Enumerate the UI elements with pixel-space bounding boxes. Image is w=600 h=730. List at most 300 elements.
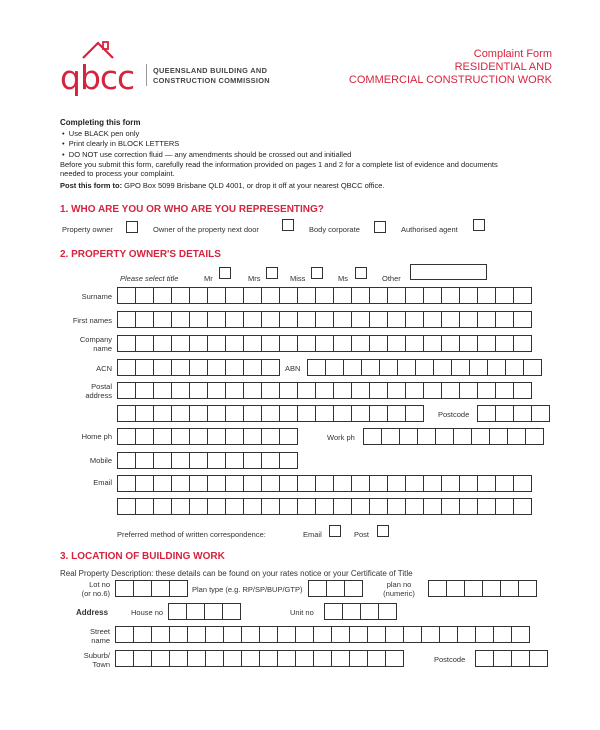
character-box[interactable] bbox=[387, 382, 406, 399]
title-mrs-checkbox[interactable] bbox=[266, 267, 278, 279]
character-box[interactable] bbox=[243, 405, 262, 422]
character-box[interactable] bbox=[344, 580, 363, 597]
character-box[interactable] bbox=[403, 626, 422, 643]
character-box[interactable] bbox=[261, 382, 280, 399]
character-box[interactable] bbox=[417, 428, 436, 445]
character-box[interactable] bbox=[495, 382, 514, 399]
character-box[interactable] bbox=[331, 626, 350, 643]
character-box[interactable] bbox=[205, 626, 224, 643]
character-box[interactable] bbox=[169, 626, 188, 643]
character-box[interactable] bbox=[279, 452, 298, 469]
character-box[interactable] bbox=[421, 626, 440, 643]
character-box[interactable] bbox=[363, 428, 382, 445]
character-box[interactable] bbox=[459, 475, 478, 492]
character-box[interactable] bbox=[225, 405, 244, 422]
character-box[interactable] bbox=[261, 359, 280, 376]
email-line2-input[interactable] bbox=[117, 498, 531, 515]
character-box[interactable] bbox=[261, 287, 280, 304]
character-box[interactable] bbox=[135, 382, 154, 399]
character-box[interactable] bbox=[333, 498, 352, 515]
character-box[interactable] bbox=[171, 452, 190, 469]
character-box[interactable] bbox=[297, 475, 316, 492]
character-box[interactable] bbox=[133, 626, 152, 643]
character-box[interactable] bbox=[117, 428, 136, 445]
character-box[interactable] bbox=[223, 650, 242, 667]
postal-address-line2-input[interactable] bbox=[117, 405, 423, 422]
character-box[interactable] bbox=[441, 311, 460, 328]
postal-address-line1-input[interactable] bbox=[117, 382, 531, 399]
character-box[interactable] bbox=[207, 405, 226, 422]
character-box[interactable] bbox=[295, 650, 314, 667]
character-box[interactable] bbox=[207, 335, 226, 352]
character-box[interactable] bbox=[342, 603, 361, 620]
character-box[interactable] bbox=[367, 626, 386, 643]
character-box[interactable] bbox=[387, 498, 406, 515]
character-box[interactable] bbox=[313, 626, 332, 643]
character-box[interactable] bbox=[135, 359, 154, 376]
character-box[interactable] bbox=[115, 580, 134, 597]
character-box[interactable] bbox=[405, 475, 424, 492]
character-box[interactable] bbox=[171, 287, 190, 304]
character-box[interactable] bbox=[525, 428, 544, 445]
character-box[interactable] bbox=[405, 405, 424, 422]
character-box[interactable] bbox=[315, 382, 334, 399]
character-box[interactable] bbox=[513, 475, 532, 492]
character-box[interactable] bbox=[117, 382, 136, 399]
character-box[interactable] bbox=[405, 311, 424, 328]
character-box[interactable] bbox=[369, 335, 388, 352]
character-box[interactable] bbox=[135, 405, 154, 422]
character-box[interactable] bbox=[261, 475, 280, 492]
character-box[interactable] bbox=[169, 650, 188, 667]
character-box[interactable] bbox=[153, 498, 172, 515]
character-box[interactable] bbox=[333, 335, 352, 352]
character-box[interactable] bbox=[243, 452, 262, 469]
character-box[interactable] bbox=[223, 626, 242, 643]
character-box[interactable] bbox=[477, 287, 496, 304]
character-box[interactable] bbox=[207, 428, 226, 445]
character-box[interactable] bbox=[117, 405, 136, 422]
next-door-owner-checkbox[interactable] bbox=[282, 219, 294, 231]
property-owner-checkbox[interactable] bbox=[126, 221, 138, 233]
character-box[interactable] bbox=[135, 452, 154, 469]
house-no-input[interactable] bbox=[168, 603, 240, 620]
character-box[interactable] bbox=[351, 311, 370, 328]
character-box[interactable] bbox=[243, 287, 262, 304]
character-box[interactable] bbox=[187, 626, 206, 643]
character-box[interactable] bbox=[277, 626, 296, 643]
character-box[interactable] bbox=[243, 498, 262, 515]
character-box[interactable] bbox=[439, 626, 458, 643]
character-box[interactable] bbox=[207, 359, 226, 376]
character-box[interactable] bbox=[153, 475, 172, 492]
character-box[interactable] bbox=[222, 603, 241, 620]
character-box[interactable] bbox=[189, 405, 208, 422]
character-box[interactable] bbox=[349, 626, 368, 643]
character-box[interactable] bbox=[378, 603, 397, 620]
character-box[interactable] bbox=[423, 498, 442, 515]
email-line1-input[interactable] bbox=[117, 475, 531, 492]
character-box[interactable] bbox=[153, 428, 172, 445]
character-box[interactable] bbox=[133, 580, 152, 597]
character-box[interactable] bbox=[117, 359, 136, 376]
character-box[interactable] bbox=[171, 359, 190, 376]
character-box[interactable] bbox=[513, 311, 532, 328]
character-box[interactable] bbox=[117, 498, 136, 515]
character-box[interactable] bbox=[333, 405, 352, 422]
character-box[interactable] bbox=[446, 580, 465, 597]
character-box[interactable] bbox=[513, 287, 532, 304]
character-box[interactable] bbox=[511, 626, 530, 643]
character-box[interactable] bbox=[435, 428, 454, 445]
character-box[interactable] bbox=[279, 428, 298, 445]
character-box[interactable] bbox=[225, 382, 244, 399]
character-box[interactable] bbox=[507, 428, 526, 445]
character-box[interactable] bbox=[405, 335, 424, 352]
character-box[interactable] bbox=[171, 475, 190, 492]
character-box[interactable] bbox=[279, 311, 298, 328]
character-box[interactable] bbox=[385, 650, 404, 667]
character-box[interactable] bbox=[151, 650, 170, 667]
character-box[interactable] bbox=[423, 382, 442, 399]
character-box[interactable] bbox=[279, 475, 298, 492]
character-box[interactable] bbox=[307, 359, 326, 376]
character-box[interactable] bbox=[513, 382, 532, 399]
character-box[interactable] bbox=[259, 626, 278, 643]
character-box[interactable] bbox=[279, 405, 298, 422]
character-box[interactable] bbox=[477, 335, 496, 352]
pref-post-checkbox[interactable] bbox=[377, 525, 389, 537]
character-box[interactable] bbox=[225, 335, 244, 352]
character-box[interactable] bbox=[189, 359, 208, 376]
character-box[interactable] bbox=[351, 475, 370, 492]
character-box[interactable] bbox=[153, 311, 172, 328]
character-box[interactable] bbox=[259, 650, 278, 667]
suburb-input[interactable] bbox=[115, 650, 403, 667]
character-box[interactable] bbox=[351, 498, 370, 515]
title-other-input[interactable] bbox=[410, 264, 487, 280]
character-box[interactable] bbox=[117, 287, 136, 304]
character-box[interactable] bbox=[207, 475, 226, 492]
character-box[interactable] bbox=[415, 359, 434, 376]
character-box[interactable] bbox=[313, 650, 332, 667]
character-box[interactable] bbox=[387, 311, 406, 328]
character-box[interactable] bbox=[171, 428, 190, 445]
character-box[interactable] bbox=[153, 335, 172, 352]
character-box[interactable] bbox=[279, 498, 298, 515]
character-box[interactable] bbox=[133, 650, 152, 667]
character-box[interactable] bbox=[333, 475, 352, 492]
character-box[interactable] bbox=[441, 382, 460, 399]
character-box[interactable] bbox=[243, 311, 262, 328]
title-ms-checkbox[interactable] bbox=[355, 267, 367, 279]
character-box[interactable] bbox=[171, 311, 190, 328]
character-box[interactable] bbox=[343, 359, 362, 376]
character-box[interactable] bbox=[457, 626, 476, 643]
character-box[interactable] bbox=[441, 498, 460, 515]
character-box[interactable] bbox=[369, 475, 388, 492]
character-box[interactable] bbox=[225, 287, 244, 304]
character-box[interactable] bbox=[241, 650, 260, 667]
character-box[interactable] bbox=[171, 405, 190, 422]
character-box[interactable] bbox=[189, 335, 208, 352]
character-box[interactable] bbox=[428, 580, 447, 597]
character-box[interactable] bbox=[225, 428, 244, 445]
character-box[interactable] bbox=[189, 475, 208, 492]
character-box[interactable] bbox=[243, 428, 262, 445]
character-box[interactable] bbox=[487, 359, 506, 376]
character-box[interactable] bbox=[324, 603, 343, 620]
character-box[interactable] bbox=[189, 498, 208, 515]
character-box[interactable] bbox=[513, 498, 532, 515]
character-box[interactable] bbox=[189, 452, 208, 469]
body-corporate-checkbox[interactable] bbox=[374, 221, 386, 233]
character-box[interactable] bbox=[385, 626, 404, 643]
character-box[interactable] bbox=[279, 335, 298, 352]
character-box[interactable] bbox=[326, 580, 345, 597]
character-box[interactable] bbox=[297, 382, 316, 399]
character-box[interactable] bbox=[518, 580, 537, 597]
character-box[interactable] bbox=[297, 287, 316, 304]
character-box[interactable] bbox=[297, 335, 316, 352]
character-box[interactable] bbox=[225, 452, 244, 469]
character-box[interactable] bbox=[405, 382, 424, 399]
character-box[interactable] bbox=[351, 287, 370, 304]
character-box[interactable] bbox=[225, 475, 244, 492]
character-box[interactable] bbox=[315, 311, 334, 328]
character-box[interactable] bbox=[261, 405, 280, 422]
character-box[interactable] bbox=[475, 626, 494, 643]
character-box[interactable] bbox=[117, 311, 136, 328]
character-box[interactable] bbox=[325, 359, 344, 376]
character-box[interactable] bbox=[464, 580, 483, 597]
character-box[interactable] bbox=[225, 359, 244, 376]
surname-input[interactable] bbox=[117, 287, 531, 304]
character-box[interactable] bbox=[153, 405, 172, 422]
character-box[interactable] bbox=[495, 335, 514, 352]
character-box[interactable] bbox=[207, 287, 226, 304]
home-phone-input[interactable] bbox=[117, 428, 297, 445]
character-box[interactable] bbox=[441, 335, 460, 352]
authorised-agent-checkbox[interactable] bbox=[473, 219, 485, 231]
character-box[interactable] bbox=[151, 580, 170, 597]
character-box[interactable] bbox=[349, 650, 368, 667]
character-box[interactable] bbox=[187, 650, 206, 667]
character-box[interactable] bbox=[493, 626, 512, 643]
character-box[interactable] bbox=[399, 428, 418, 445]
unit-no-input[interactable] bbox=[324, 603, 396, 620]
character-box[interactable] bbox=[153, 382, 172, 399]
character-box[interactable] bbox=[331, 650, 350, 667]
character-box[interactable] bbox=[189, 287, 208, 304]
character-box[interactable] bbox=[482, 580, 501, 597]
character-box[interactable] bbox=[135, 335, 154, 352]
character-box[interactable] bbox=[241, 626, 260, 643]
character-box[interactable] bbox=[277, 650, 296, 667]
character-box[interactable] bbox=[495, 405, 514, 422]
character-box[interactable] bbox=[495, 475, 514, 492]
character-box[interactable] bbox=[513, 335, 532, 352]
character-box[interactable] bbox=[153, 287, 172, 304]
character-box[interactable] bbox=[369, 405, 388, 422]
character-box[interactable] bbox=[351, 335, 370, 352]
character-box[interactable] bbox=[495, 498, 514, 515]
character-box[interactable] bbox=[423, 475, 442, 492]
title-miss-checkbox[interactable] bbox=[311, 267, 323, 279]
character-box[interactable] bbox=[423, 311, 442, 328]
character-box[interactable] bbox=[171, 382, 190, 399]
character-box[interactable] bbox=[489, 428, 508, 445]
character-box[interactable] bbox=[513, 405, 532, 422]
character-box[interactable] bbox=[333, 311, 352, 328]
character-box[interactable] bbox=[381, 428, 400, 445]
character-box[interactable] bbox=[168, 603, 187, 620]
character-box[interactable] bbox=[135, 287, 154, 304]
character-box[interactable] bbox=[500, 580, 519, 597]
character-box[interactable] bbox=[135, 311, 154, 328]
pref-email-checkbox[interactable] bbox=[329, 525, 341, 537]
character-box[interactable] bbox=[405, 498, 424, 515]
character-box[interactable] bbox=[186, 603, 205, 620]
character-box[interactable] bbox=[225, 498, 244, 515]
character-box[interactable] bbox=[387, 405, 406, 422]
character-box[interactable] bbox=[115, 650, 134, 667]
character-box[interactable] bbox=[459, 311, 478, 328]
character-box[interactable] bbox=[225, 311, 244, 328]
character-box[interactable] bbox=[315, 498, 334, 515]
street-name-input[interactable] bbox=[115, 626, 529, 643]
character-box[interactable] bbox=[205, 650, 224, 667]
location-postcode-input[interactable] bbox=[475, 650, 547, 667]
character-box[interactable] bbox=[297, 311, 316, 328]
character-box[interactable] bbox=[397, 359, 416, 376]
acn-input[interactable] bbox=[117, 359, 279, 376]
character-box[interactable] bbox=[441, 287, 460, 304]
character-box[interactable] bbox=[441, 475, 460, 492]
character-box[interactable] bbox=[531, 405, 550, 422]
character-box[interactable] bbox=[315, 475, 334, 492]
character-box[interactable] bbox=[243, 382, 262, 399]
first-names-input[interactable] bbox=[117, 311, 531, 328]
character-box[interactable] bbox=[297, 498, 316, 515]
character-box[interactable] bbox=[261, 452, 280, 469]
character-box[interactable] bbox=[369, 498, 388, 515]
character-box[interactable] bbox=[369, 382, 388, 399]
character-box[interactable] bbox=[135, 428, 154, 445]
character-box[interactable] bbox=[471, 428, 490, 445]
plan-no-input[interactable] bbox=[428, 580, 536, 597]
character-box[interactable] bbox=[207, 498, 226, 515]
character-box[interactable] bbox=[261, 311, 280, 328]
character-box[interactable] bbox=[117, 335, 136, 352]
character-box[interactable] bbox=[351, 405, 370, 422]
character-box[interactable] bbox=[523, 359, 542, 376]
character-box[interactable] bbox=[379, 359, 398, 376]
character-box[interactable] bbox=[315, 405, 334, 422]
character-box[interactable] bbox=[261, 428, 280, 445]
character-box[interactable] bbox=[207, 452, 226, 469]
character-box[interactable] bbox=[477, 475, 496, 492]
character-box[interactable] bbox=[117, 475, 136, 492]
character-box[interactable] bbox=[493, 650, 512, 667]
character-box[interactable] bbox=[477, 405, 496, 422]
character-box[interactable] bbox=[189, 311, 208, 328]
character-box[interactable] bbox=[261, 498, 280, 515]
character-box[interactable] bbox=[279, 287, 298, 304]
character-box[interactable] bbox=[459, 382, 478, 399]
character-box[interactable] bbox=[169, 580, 188, 597]
character-box[interactable] bbox=[333, 382, 352, 399]
character-box[interactable] bbox=[453, 428, 472, 445]
character-box[interactable] bbox=[151, 626, 170, 643]
character-box[interactable] bbox=[387, 475, 406, 492]
title-mr-checkbox[interactable] bbox=[219, 267, 231, 279]
character-box[interactable] bbox=[135, 498, 154, 515]
character-box[interactable] bbox=[295, 626, 314, 643]
character-box[interactable] bbox=[243, 359, 262, 376]
plan-type-input[interactable] bbox=[308, 580, 362, 597]
mobile-input[interactable] bbox=[117, 452, 297, 469]
character-box[interactable] bbox=[367, 650, 386, 667]
character-box[interactable] bbox=[308, 580, 327, 597]
character-box[interactable] bbox=[423, 335, 442, 352]
character-box[interactable] bbox=[459, 498, 478, 515]
character-box[interactable] bbox=[243, 475, 262, 492]
character-box[interactable] bbox=[495, 311, 514, 328]
character-box[interactable] bbox=[115, 626, 134, 643]
character-box[interactable] bbox=[189, 382, 208, 399]
character-box[interactable] bbox=[451, 359, 470, 376]
character-box[interactable] bbox=[405, 287, 424, 304]
character-box[interactable] bbox=[360, 603, 379, 620]
character-box[interactable] bbox=[459, 287, 478, 304]
character-box[interactable] bbox=[495, 287, 514, 304]
character-box[interactable] bbox=[279, 382, 298, 399]
character-box[interactable] bbox=[243, 335, 262, 352]
character-box[interactable] bbox=[433, 359, 452, 376]
character-box[interactable] bbox=[387, 335, 406, 352]
character-box[interactable] bbox=[117, 452, 136, 469]
company-name-input[interactable] bbox=[117, 335, 531, 352]
character-box[interactable] bbox=[361, 359, 380, 376]
character-box[interactable] bbox=[153, 359, 172, 376]
character-box[interactable] bbox=[204, 603, 223, 620]
character-box[interactable] bbox=[207, 382, 226, 399]
character-box[interactable] bbox=[369, 311, 388, 328]
abn-input[interactable] bbox=[307, 359, 541, 376]
character-box[interactable] bbox=[475, 650, 494, 667]
character-box[interactable] bbox=[315, 335, 334, 352]
character-box[interactable] bbox=[171, 498, 190, 515]
character-box[interactable] bbox=[261, 335, 280, 352]
character-box[interactable] bbox=[477, 382, 496, 399]
character-box[interactable] bbox=[135, 475, 154, 492]
character-box[interactable] bbox=[351, 382, 370, 399]
postcode-input[interactable] bbox=[477, 405, 549, 422]
character-box[interactable] bbox=[469, 359, 488, 376]
character-box[interactable] bbox=[387, 287, 406, 304]
work-phone-input[interactable] bbox=[363, 428, 543, 445]
character-box[interactable] bbox=[505, 359, 524, 376]
character-box[interactable] bbox=[315, 287, 334, 304]
character-box[interactable] bbox=[333, 287, 352, 304]
character-box[interactable] bbox=[529, 650, 548, 667]
lot-no-input[interactable] bbox=[115, 580, 187, 597]
character-box[interactable] bbox=[171, 335, 190, 352]
character-box[interactable] bbox=[153, 452, 172, 469]
character-box[interactable] bbox=[423, 287, 442, 304]
character-box[interactable] bbox=[297, 405, 316, 422]
